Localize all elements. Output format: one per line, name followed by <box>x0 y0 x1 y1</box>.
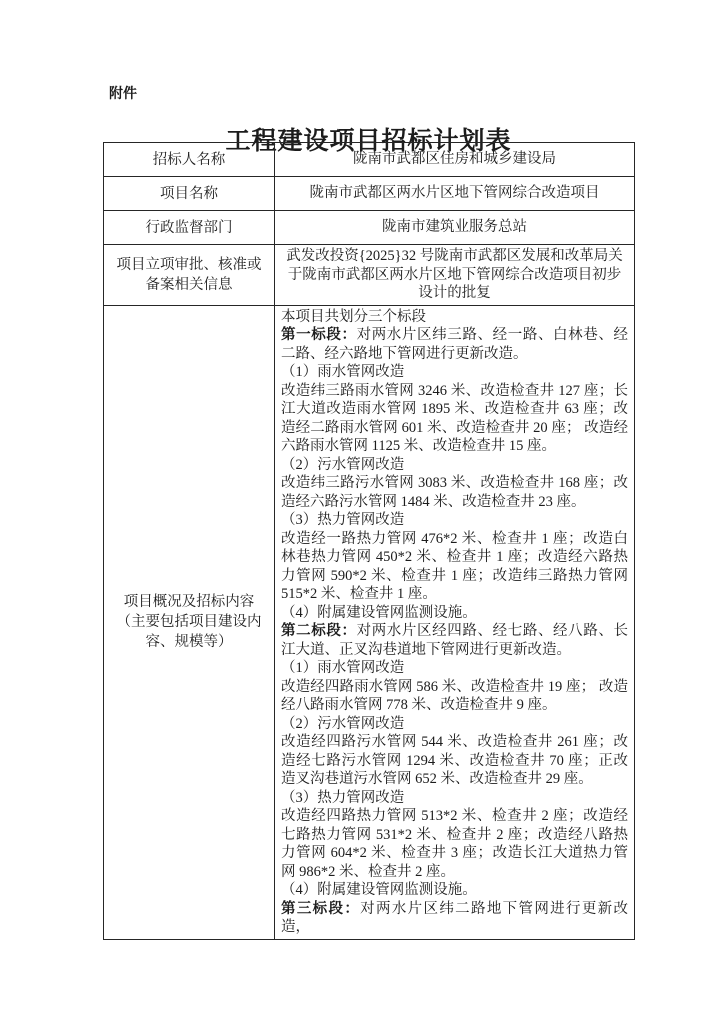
overview-paragraph: （3）热力管网改造 <box>281 789 405 806</box>
section-heading: 第一标段： <box>281 327 357 343</box>
row-label-bidder-name: 招标人名称 <box>104 143 275 177</box>
row-label-project-name: 项目名称 <box>104 177 275 211</box>
row-value-bidder-name: 陇南市武都区住房和城乡建设局 <box>275 143 635 177</box>
row-value-project-name: 陇南市武都区两水片区地下管网综合改造项目 <box>275 177 635 211</box>
table-row <box>104 305 635 939</box>
overview-paragraph: （2）污水管网改造 <box>281 456 405 473</box>
overview-paragraph: 改造经四路热力管网 513*2 米、检查井 2 座；改造经七路热力管网 531*2 米、检查井 2 座；改造经八路热力管网 604*2 米、检查井 3 座；改造长江大道热力管网 986*2 米、检查井 2 座。 <box>281 808 628 880</box>
table-row <box>104 143 635 177</box>
overview-paragraph: 第一标段：对两水片区纬三路、经一路、白林巷、经二路、经六路地下管网进行更新改造。 <box>281 327 629 362</box>
bidding-plan-table <box>103 142 635 940</box>
table-row <box>104 211 635 245</box>
overview-paragraph: 改造经四路雨水管网 586 米、改造检查井 19 座； 改造经八路雨水管网 778 米、改造检查井 9 座。 <box>281 678 628 713</box>
attachment-label: 附件 <box>109 87 137 102</box>
row-value-approval-info: 武发改投资{2025}32 号陇南市武都区发展和改革局关于陇南市武都区两水片区地下管网综合改造项目初步设计的批复 <box>275 245 635 306</box>
overview-paragraph: （4）附属建设管网监测设施。 <box>281 882 477 898</box>
overview-paragraph: 改造纬三路雨水管网 3246 米、改造检查井 127 座；长江大道改造雨水管网 1895 米、改造检查井 63 座；改造经二路雨水管网 601 米、改造检查井 20 座； 改造经六路雨水管网 1125 米、改造检查井 15 座。 <box>281 382 628 454</box>
section-heading: 第三标段： <box>281 900 361 917</box>
project-overview-content <box>275 305 635 939</box>
overview-paragraph: 改造经一路热力管网 476*2 米、检查井 1 座；改造白林巷热力管网 450*2 米、检查井 1 座；改造经六路热力管网 590*2 米、检查井 1 座；改造纬三路热力管网 515*2 米、检查井 1 座。 <box>281 530 628 602</box>
overview-paragraph: （1）雨水管网改造 <box>281 364 405 380</box>
overview-paragraph: （2）污水管网改造 <box>281 715 405 732</box>
page-title: 工程建设项目招标计划表 <box>225 127 512 155</box>
row-value-supervision-department: 陇南市建筑业服务总站 <box>275 211 635 245</box>
table-row <box>104 245 635 306</box>
overview-paragraph: （1）雨水管网改造 <box>281 660 405 676</box>
table-row <box>104 177 635 211</box>
row-label-project-overview: 项目概况及招标内容（主要包括项目建设内容、规模等） <box>104 305 275 939</box>
overview-paragraph: （4）附属建设管网监测设施。 <box>281 604 477 621</box>
overview-paragraph: 改造纬三路污水管网 3083 米、改造检查井 168 座；改造经六路污水管网 1484 米、改造检查井 23 座。 <box>281 475 628 510</box>
overview-paragraph: （3）热力管网改造 <box>281 512 405 528</box>
row-label-supervision-department: 行政监督部门 <box>104 211 275 245</box>
row-label-approval-info: 项目立项审批、核准或备案相关信息 <box>104 245 275 306</box>
overview-paragraph: 改造经四路污水管网 544 米、改造检查井 261 座；改造经七路污水管网 1294 米、改造检查井 70 座；正改造叉沟巷道污水管网 652 米、改造检查井 29 座。 <box>281 734 628 787</box>
overview-paragraph: 第二标段：对两水片区经四路、经七路、经八路、长江大道、正叉沟巷道地下管网进行更新改造。 <box>281 623 629 658</box>
overview-paragraph: 本项目共划分三个标段 <box>281 308 426 325</box>
overview-paragraph: 第三标段：对两水片区纬二路地下管网进行更新改造， <box>281 900 629 935</box>
section-heading: 第二标段： <box>281 623 357 639</box>
